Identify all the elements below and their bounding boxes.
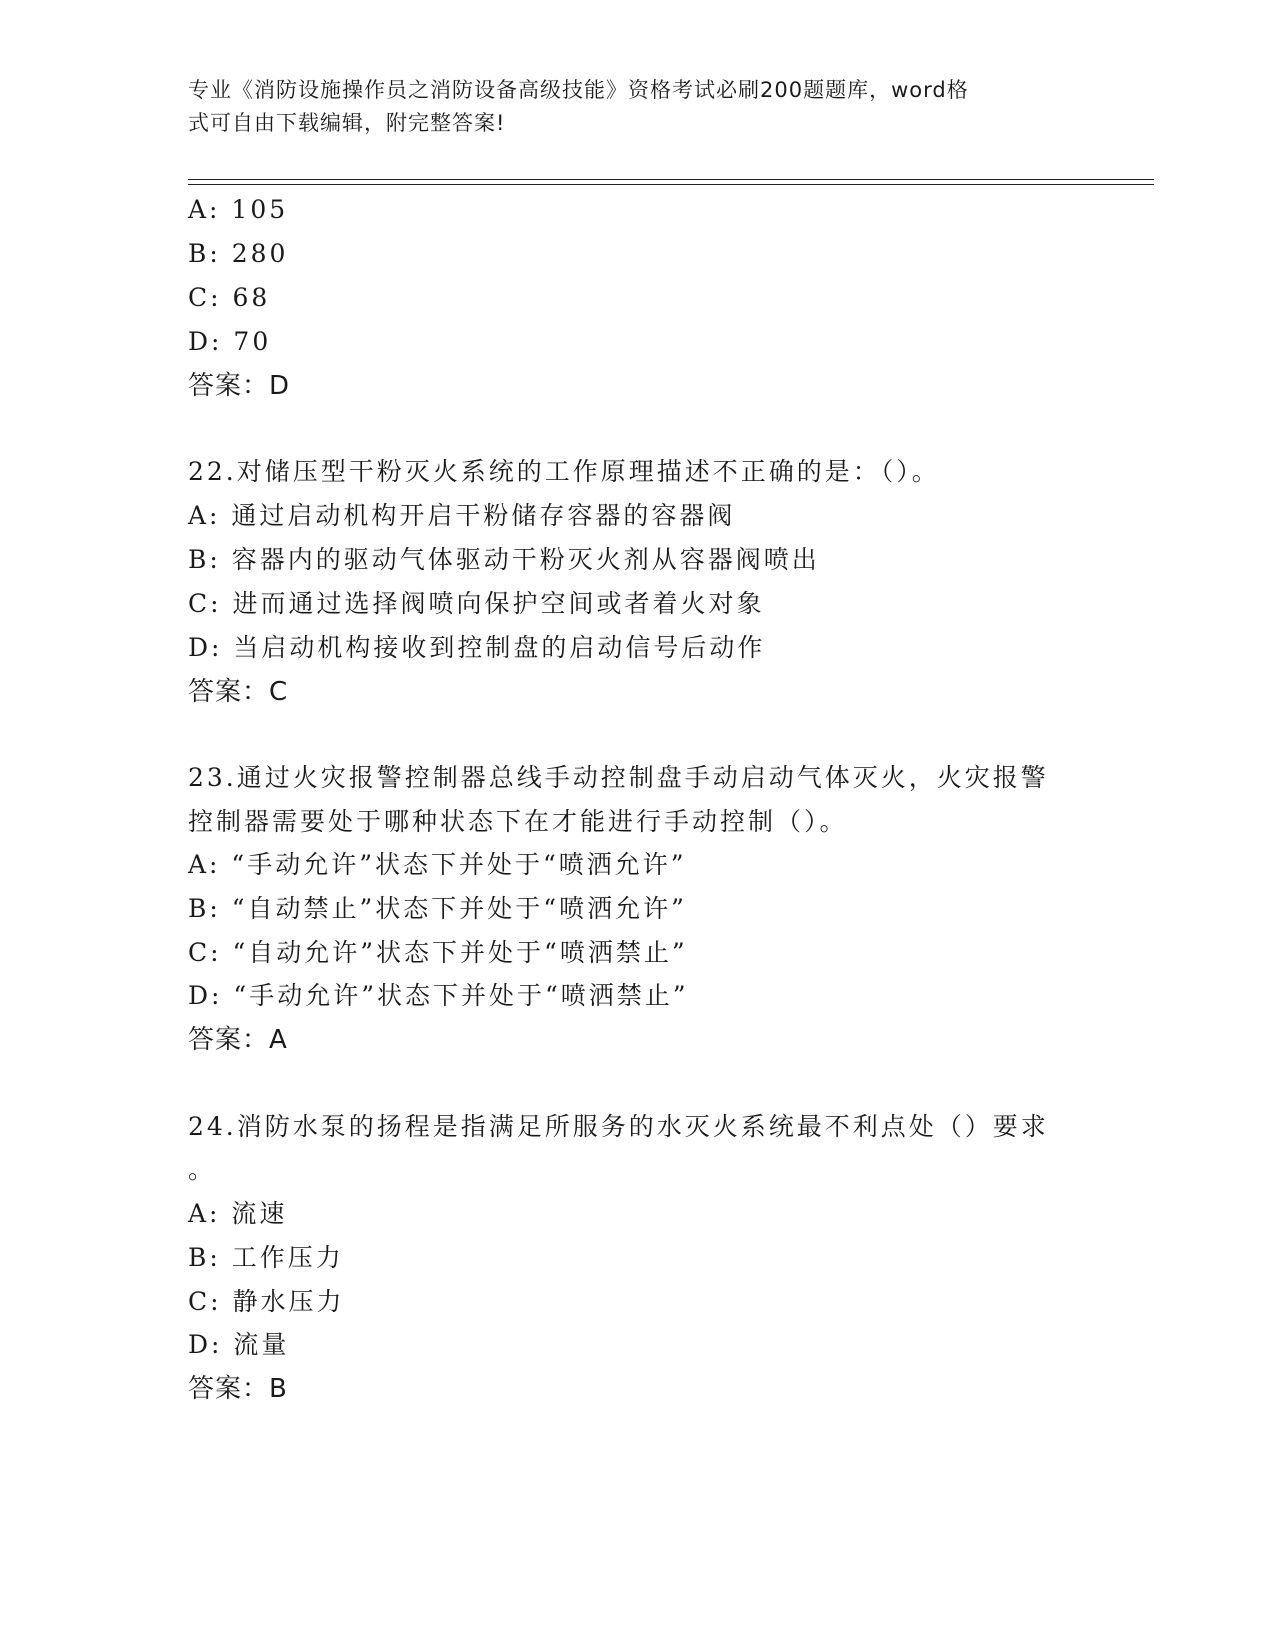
q23-option-d: D: “手动允许”状态下并处于“喷洒禁止” (188, 981, 689, 1010)
header-line-2: 式可自由下载编辑，附完整答案! (188, 111, 506, 135)
q21-option-b: B: 280 (188, 239, 289, 268)
q23-answer: 答案：A (188, 1025, 288, 1055)
q24-stem-line-2: 。 (188, 1155, 217, 1184)
header-line-1: 专业《消防设施操作员之消防设备高级技能》资格考试必刷200题题库，word格 (188, 78, 969, 102)
q21-option-c: C: 68 (188, 283, 271, 312)
q22-option-d: D: 当启动机构接收到控制盘的启动信号后动作 (188, 633, 766, 662)
q23-option-a: A: “手动允许”状态下并处于“喷洒允许” (188, 850, 687, 879)
q22-answer: 答案：C (188, 677, 289, 707)
q21-answer: 答案：D (188, 371, 291, 401)
q24-stem-line-1: 24.消防水泵的扬程是指满足所服务的水灭火系统最不利点处（）要求 (188, 1112, 1049, 1141)
document-header (188, 74, 1068, 140)
q22-option-b: B: 容器内的驱动气体驱动干粉灭火剂从容器阀喷出 (188, 545, 820, 574)
q23-option-b: B: “自动禁止”状态下并处于“喷洒允许” (188, 894, 687, 923)
q22-option-c: C: 进而通过选择阀喷向保护空间或者着火对象 (188, 589, 765, 618)
q24-option-b: B: 工作压力 (188, 1243, 344, 1272)
q21-option-d: D: 70 (188, 327, 272, 356)
q22-option-a: A: 通过启动机构开启干粉储存容器的容器阀 (188, 501, 736, 530)
q22-stem: 22.对储压型干粉灭火系统的工作原理描述不正确的是：（）。 (188, 457, 940, 486)
q23-option-c: C: “自动允许”状态下并处于“喷洒禁止” (188, 938, 688, 967)
q24-option-a: A: 流速 (188, 1199, 288, 1228)
header-divider-top (188, 179, 1154, 180)
q21-option-a: A: 105 (188, 195, 289, 224)
q23-stem-line-2: 控制器需要处于哪种状态下在才能进行手动控制（）。 (188, 807, 848, 836)
q24-answer: 答案：B (188, 1374, 288, 1404)
q24-option-c: C: 静水压力 (188, 1287, 345, 1316)
q23-stem-line-1: 23.通过火灾报警控制器总线手动控制盘手动启动气体灭火，火灾报警 (188, 763, 1049, 792)
q24-option-d: D: 流量 (188, 1330, 290, 1359)
header-divider-bottom (188, 184, 1154, 185)
